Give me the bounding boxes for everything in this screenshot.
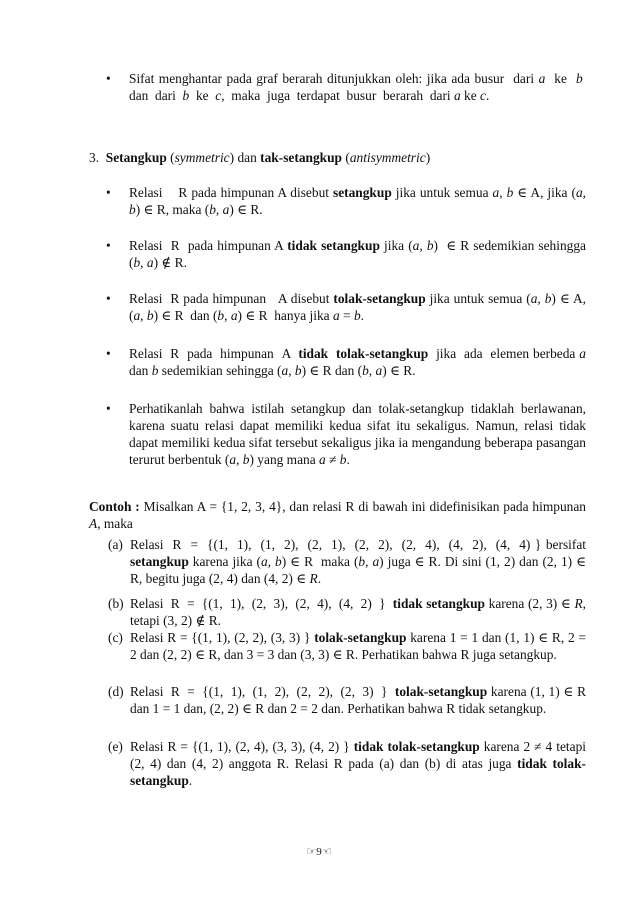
bullet-text: Relasi R pada himpunan A disebut setangkup jika untuk semua a, b ∈ A, jika (a, b) ∈ R, maka (b, a) ∈ R. xyxy=(129,185,586,217)
bullet-text: Relasi R pada himpunan A tidak tolak-setangkup jika ada elemen berbeda a dan b sedemikian sehingga (a, b) ∈ R dan (b, a) ∈ R. xyxy=(129,346,586,378)
section-3-heading: 3. Setangkup (symmetric) dan tak-setangkup (antisymmetric) xyxy=(89,150,431,165)
example-text: Relasi R = {(1, 1), (2, 4), (3, 3), (4, 2) } tidak tolak-setangkup karena 2 ≠ 4 tetapi (2, 4) dan (4, 2) anggota R. Relasi R pada (a) dan (b) di atas juga tidak tolak-setangkup. xyxy=(130,739,586,788)
bullet-dot: • xyxy=(106,401,111,416)
bullet-text: Perhatikanlah bahwa istilah setangkup dan tolak-setangkup tidaklah berlawanan, karena suatu relasi dapat memiliki kedua sifat itu sekaligus. Namun, relasi tidak dapat memiliki kedua sifat tersebut sekaligus jika ia mengandung beberapa pasangan terurut berbentuk (a, b) yang mana a ≠ b. xyxy=(129,401,586,467)
example-item-c xyxy=(108,629,586,663)
bullet-antisymmetric-def xyxy=(106,290,586,324)
bullet-note xyxy=(106,400,586,468)
left-hand-icon: ☞ xyxy=(306,846,317,858)
example-intro: Contoh : Misalkan A = {1, 2, 3, 4}, dan relasi R di bawah ini didefinisikan pada himpunan A, maka xyxy=(89,499,586,531)
bullet-text: Relasi R pada himpunan A tidak setangkup jika (a, b) ∈ R sedemikian sehingga (b, a) ∉ R. xyxy=(129,238,586,270)
bullet-text: Relasi R pada himpunan A disebut tolak-setangkup jika untuk semua (a, b) ∈ A, (a, b) ∈ R dan (b, a) ∈ R hanya jika a = b. xyxy=(129,291,586,323)
right-hand-icon: ☜ xyxy=(321,846,332,858)
bullet-dot: • xyxy=(106,71,111,86)
example-label: (e) xyxy=(108,739,123,754)
example-label: (b) xyxy=(108,596,124,611)
example-item-b xyxy=(108,595,586,629)
bullet-not-symmetric-def xyxy=(106,237,586,271)
bullet-dot: • xyxy=(106,346,111,361)
example-label: (d) xyxy=(108,684,124,699)
example-text: Relasi R = {(1, 1), (2, 3), (2, 4), (4, 2) } tidak setangkup karena (2, 3) ∈ R, tetapi (3, 2) ∉ R. xyxy=(130,596,586,628)
example-item-e xyxy=(108,738,586,789)
page-number: 9 xyxy=(316,846,322,858)
bullet-transitive-graph xyxy=(106,70,586,104)
bullet-not-antisymmetric-def xyxy=(106,345,586,379)
example-item-a xyxy=(108,536,586,587)
example-text: Relasi R = {(1, 1), (2, 2), (3, 3) } tolak-setangkup karena 1 = 1 dan (1, 1) ∈ R, 2 = 2 dan (2, 2) ∈ R, dan 3 = 3 dan (3, 3) ∈ R. Perhatikan bahwa R juga setangkup. xyxy=(130,630,586,662)
bullet-text: Sifat menghantar pada graf berarah ditunjukkan oleh: jika ada busur dari a ke b dan dari b ke c, maka juga terdapat busur berarah dari a ke c. xyxy=(129,71,586,103)
example-label: (c) xyxy=(108,630,123,645)
example-label: (a) xyxy=(108,537,123,552)
example-text: Relasi R = {(1, 1), (1, 2), (2, 1), (2, 2), (2, 4), (4, 2), (4, 4) } bersifat setangkup karena jika (a, b) ∈ R maka (b, a) juga ∈ R. Di sini (1, 2) dan (2, 1) ∈ R, begitu juga (2, 4) dan (4, 2) ∈ R. xyxy=(130,537,587,586)
example-item-d xyxy=(108,683,586,717)
bullet-dot: • xyxy=(106,238,111,253)
page-footer xyxy=(0,844,638,861)
bullet-dot: • xyxy=(106,185,111,200)
example-text: Relasi R = {(1, 1), (1, 2), (2, 2), (2, 3) } tolak-setangkup karena (1, 1) ∈ R dan 1 = 1 dan, (2, 2) ∈ R dan 2 = 2 dan. Perhatikan bahwa R tidak setangkup. xyxy=(130,684,586,716)
bullet-dot: • xyxy=(106,291,111,306)
bullet-symmetric-def xyxy=(106,184,586,218)
